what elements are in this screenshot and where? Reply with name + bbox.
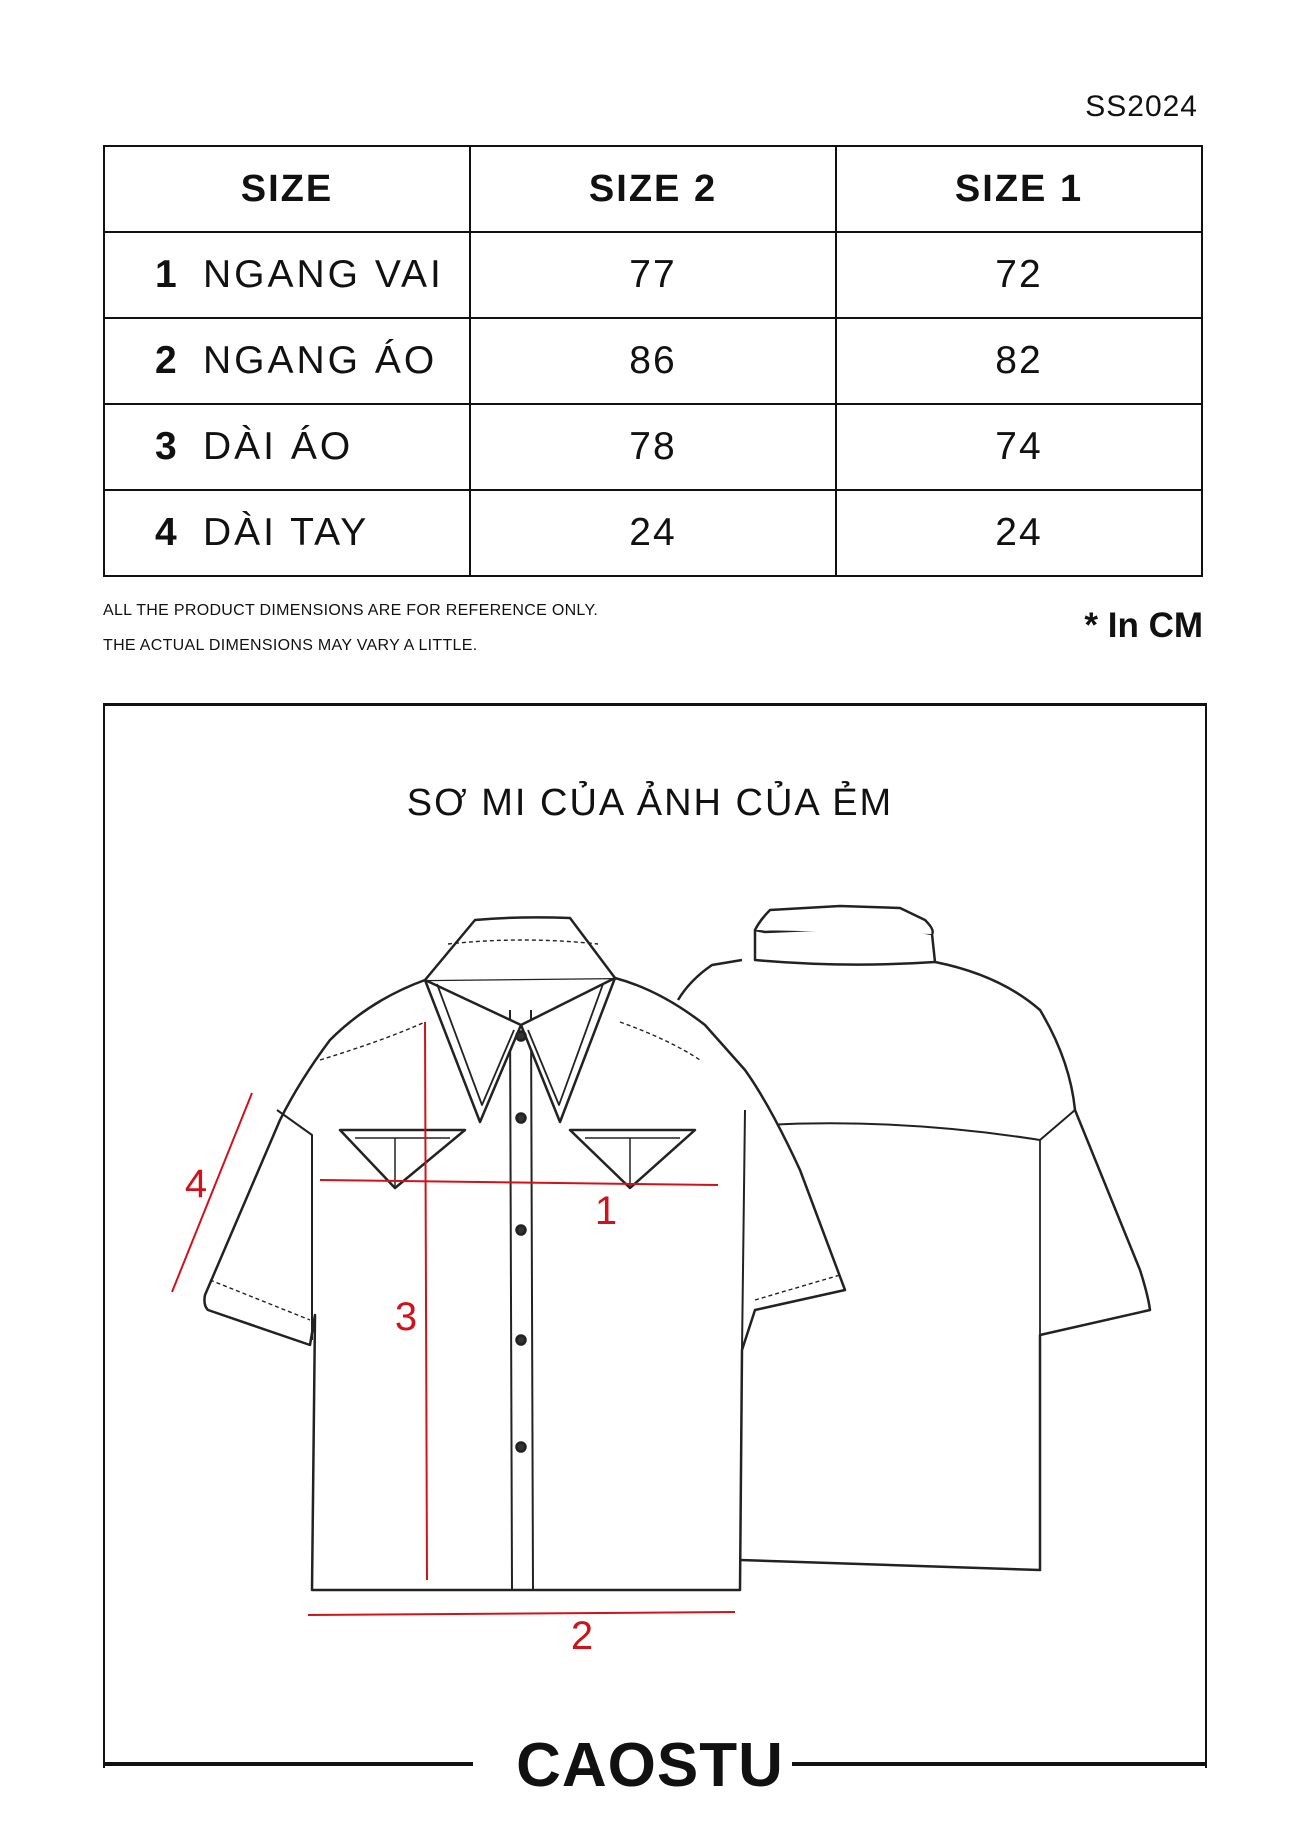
row-label-text: NGANG ÁO <box>203 339 438 382</box>
value-size-2: 77 <box>470 232 836 318</box>
row-label-text: DÀI ÁO <box>203 425 354 468</box>
unit-note: * In CM <box>1084 606 1203 645</box>
value-size-2: 24 <box>470 490 836 576</box>
marker-3: 3 <box>394 1295 418 1339</box>
row-label-text: NGANG VAI <box>203 253 444 296</box>
header-size-2: SIZE 2 <box>470 146 836 232</box>
brand-logo: CAOSTU <box>516 1731 784 1800</box>
value-size-2: 78 <box>470 404 836 490</box>
measure-line-2 <box>308 1612 735 1615</box>
marker-2: 2 <box>570 1614 594 1658</box>
season-code: SS2024 <box>1085 90 1198 123</box>
row-number: 4 <box>155 511 180 554</box>
disclaimer-line-2: THE ACTUAL DIMENSIONS MAY VARY A LITTLE. <box>103 637 478 654</box>
marker-1: 1 <box>594 1189 618 1233</box>
value-size-2: 86 <box>470 318 836 404</box>
header-size: SIZE <box>104 146 470 232</box>
row-number: 3 <box>155 425 180 468</box>
row-number: 2 <box>155 339 180 382</box>
garment-title: SƠ MI CỦA ẢNH CỦA ẺM <box>406 782 894 824</box>
value-size-1: 24 <box>836 490 1202 576</box>
row-number: 1 <box>155 253 180 296</box>
shirt-front-view <box>204 917 845 1590</box>
row-label-text: DÀI TAY <box>203 511 370 554</box>
value-size-1: 82 <box>836 318 1202 404</box>
disclaimer-line-1: ALL THE PRODUCT DIMENSIONS ARE FOR REFERENCE ONLY. <box>103 602 599 619</box>
marker-4: 4 <box>184 1162 208 1206</box>
value-size-1: 72 <box>836 232 1202 318</box>
header-size-1: SIZE 1 <box>836 146 1202 232</box>
value-size-1: 74 <box>836 404 1202 490</box>
